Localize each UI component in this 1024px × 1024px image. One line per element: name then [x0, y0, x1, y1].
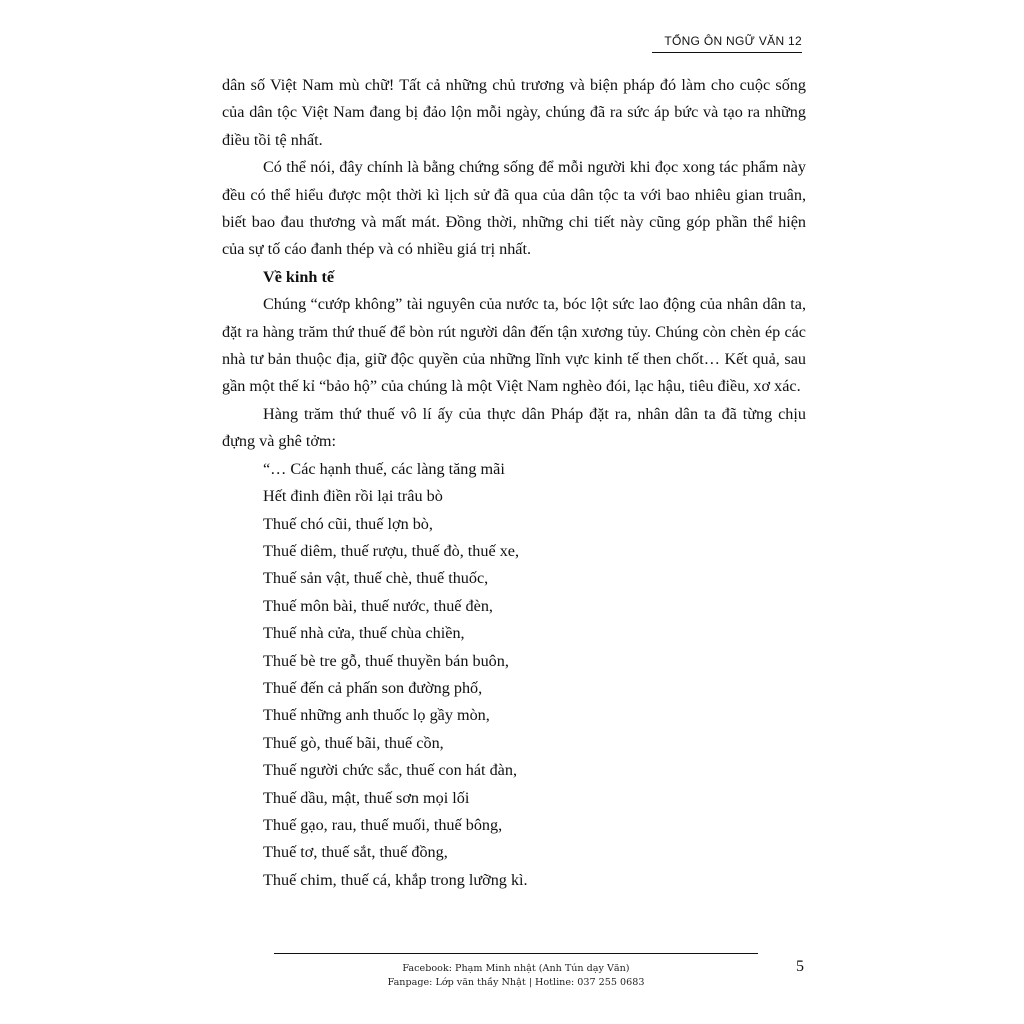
poem-quote [222, 456, 806, 895]
poem-line: Thuế tơ, thuế sắt, thuế đồng, [263, 843, 448, 862]
running-header: TỔNG ÔN NGỮ VĂN 12 [664, 34, 802, 48]
footer-facebook: Facebook: Phạm Minh nhật (Anh Tún dạy Văn) [402, 963, 630, 974]
poem-line: Thuế chó cũi, thuế lợn bò, [263, 514, 433, 533]
poem-line: Thuế gạo, rau, thuế muối, thuế bông, [263, 815, 503, 834]
poem-line: Thuế diêm, thuế rượu, thuế đò, thuế xe, [263, 541, 520, 560]
page-footer [274, 962, 758, 990]
poem-line: Hết đinh điền rồi lại trâu bò [263, 487, 443, 506]
poem-line: Thuế người chức sắc, thuế con hát đàn, [263, 761, 517, 780]
paragraph: Chúng “cướp không” tài nguyên của nước ta, bóc lột sức lao động của nhân dân ta, đặt ra hàng trăm thứ thuế để bòn rút người dân đến tận xương tủy. Chúng còn chèn ép các nhà tư bản thuộc địa, giữ độc quyền của những lĩnh vực kinh tế then chốt… Kết quả, sau gần một thế kỉ “bảo hộ” của chúng là một Việt Nam nghèo đói, lạc hậu, tiêu điều, xơ xác. [222, 295, 806, 396]
paragraph: Hàng trăm thứ thuế vô lí ấy của thực dân Pháp đặt ra, nhân dân ta đã từng chịu đựng và ghê tởm: [222, 404, 806, 451]
poem-line: Thuế bè tre gỗ, thuế thuyền bán buôn, [263, 651, 509, 670]
poem-line: Thuế sản vật, thuế chè, thuế thuốc, [263, 569, 489, 588]
poem-line: Thuế đến cả phấn son đường phố, [263, 678, 483, 697]
poem-line: Thuế dầu, mật, thuế sơn mọi lối [263, 788, 470, 807]
section-heading: Về kinh tế [263, 267, 335, 286]
poem-line: Thuế môn bài, thuế nước, thuế đèn, [263, 596, 493, 615]
paragraph: Có thể nói, đây chính là bằng chứng sống để mỗi người khi đọc xong tác phẩm này đều có thể hiểu được một thời kì lịch sử đã qua của dân tộc ta với bao nhiêu gian truân, biết bao đau thương và mất mát. Đồng thời, những chi tiết này cũng góp phần thể hiện của sự tố cáo đanh thép và có nhiều giá trị nhất. [222, 158, 806, 259]
poem-line: Thuế những anh thuốc lọ gầy mòn, [263, 706, 490, 725]
footer-fanpage: Fanpage: Lớp văn thầy Nhật | Hotline: 037 255 0683 [387, 977, 645, 988]
poem-line: Thuế nhà cửa, thuế chùa chiền, [263, 624, 465, 643]
paragraph-continued: dân số Việt Nam mù chữ! Tất cả những chủ trương và biện pháp đó làm cho cuộc sống của dân tộc Việt Nam đang bị đảo lộn mỗi ngày, chúng đã ra sức áp bức và tạo ra những điều tồi tệ nhất. [222, 76, 806, 149]
footer-divider [274, 953, 758, 954]
poem-line: Thuế chim, thuế cá, khắp trong lưỡng kì. [263, 870, 528, 889]
header-divider [652, 52, 802, 53]
poem-line: Thuế gò, thuế bãi, thuế cồn, [263, 733, 444, 752]
body-text [222, 72, 806, 894]
poem-line: “… Các hạnh thuế, các làng tăng mãi [263, 459, 505, 478]
page-number: 5 [796, 958, 804, 975]
